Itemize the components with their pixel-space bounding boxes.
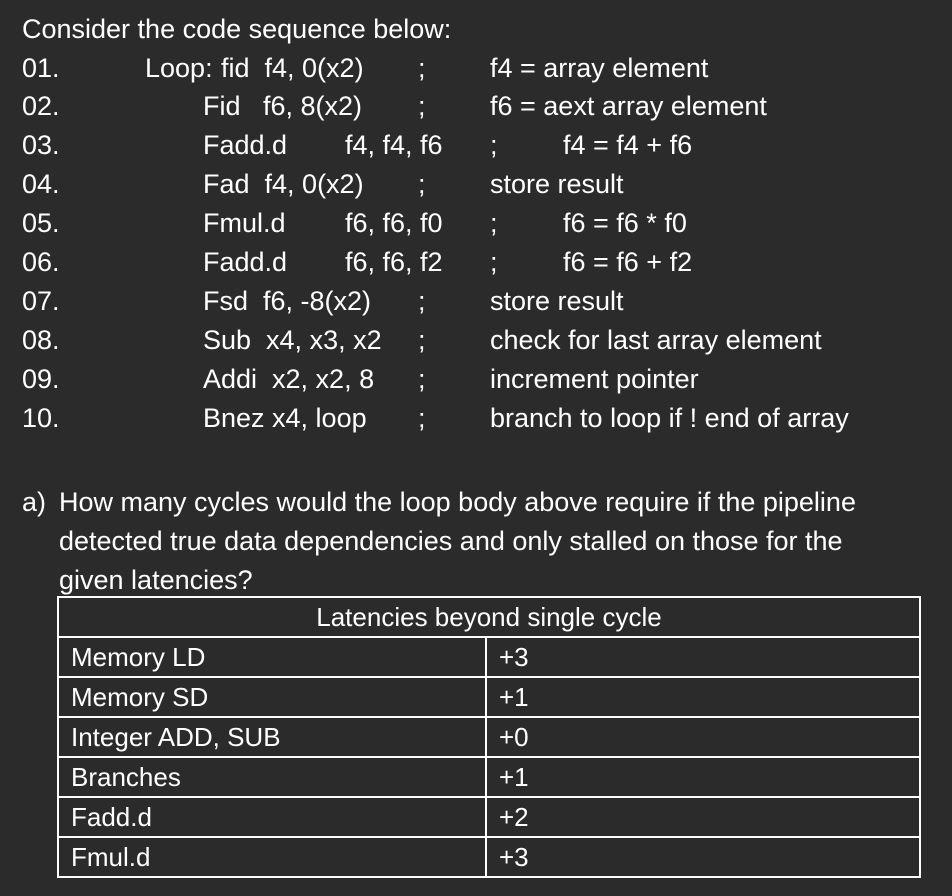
code-semicolon: ; [418, 91, 426, 121]
code-comment: store result [490, 286, 624, 316]
code-instruction: Fad f4, 0(x2) [203, 169, 364, 199]
code-comment: store result [490, 169, 624, 199]
code-line [0, 405, 952, 441]
code-semicolon: ; [418, 286, 426, 316]
latency-op: Branches [58, 757, 486, 797]
intro-text: Consider the code sequence below: [22, 14, 452, 44]
code-line [0, 93, 952, 129]
table-row [58, 637, 920, 677]
question-text: How many cycles would the loop body above require if the pipeline detected true data dependencies and only stalled on those for the given latencies? [59, 487, 856, 595]
code-line [0, 249, 952, 285]
latency-value: +3 [486, 637, 920, 677]
latency-table-header: Latencies beyond single cycle [58, 597, 920, 637]
code-comment: branch to loop if ! end of array [490, 403, 849, 433]
line-number: 03. [22, 130, 60, 160]
code-operands: f4, f4, f6 [345, 130, 443, 160]
table-row [58, 797, 920, 837]
latency-op: Memory SD [58, 677, 486, 717]
latency-table-header-row [58, 597, 920, 637]
code-instruction: Fadd.d [203, 247, 288, 277]
code-label: Loop: [145, 53, 213, 83]
code-line [0, 132, 952, 168]
code-line [0, 327, 952, 363]
table-row [58, 837, 920, 877]
code-instruction: Fadd.d [203, 130, 288, 160]
line-number: 04. [22, 169, 60, 199]
code-instruction: Addi x2, x2, 8 [203, 364, 375, 394]
code-instruction: fid f4, 0(x2) [221, 53, 364, 83]
latency-value: +3 [486, 837, 920, 877]
table-row [58, 717, 920, 757]
line-number: 07. [22, 286, 60, 316]
code-semicolon: ; [490, 130, 498, 160]
code-operands: f6, f6, f0 [345, 208, 443, 238]
code-instruction: Sub x4, x3, x2 [203, 325, 382, 355]
code-line [0, 288, 952, 324]
code-semicolon: ; [418, 53, 426, 83]
code-comment: f6 = f6 + f2 [563, 247, 693, 277]
code-instruction: Fid f6, 8(x2) [203, 91, 363, 121]
code-line [0, 366, 952, 402]
code-semicolon: ; [490, 247, 498, 277]
line-number: 01. [22, 53, 60, 83]
line-number: 02. [22, 91, 60, 121]
latency-op: Fmul.d [58, 837, 486, 877]
latency-value: +1 [486, 677, 920, 717]
code-comment: f4 = f4 + f6 [563, 130, 693, 160]
code-comment: f6 = f6 * f0 [563, 208, 687, 238]
line-number: 08. [22, 325, 60, 355]
code-operands: f6, f6, f2 [345, 247, 443, 277]
code-instruction: Fmul.d [203, 208, 286, 238]
table-row [58, 677, 920, 717]
line-number: 05. [22, 208, 60, 238]
code-line [0, 55, 952, 91]
latency-value: +0 [486, 717, 920, 757]
code-semicolon: ; [418, 325, 426, 355]
table-row [58, 757, 920, 797]
code-semicolon: ; [418, 403, 426, 433]
code-semicolon: ; [418, 169, 426, 199]
latency-table [57, 596, 921, 878]
line-number: 06. [22, 247, 60, 277]
latency-value: +2 [486, 797, 920, 837]
code-comment: f6 = aext array element [490, 91, 767, 121]
code-instruction: Bnez x4, loop [203, 403, 367, 433]
latency-op: Memory LD [58, 637, 486, 677]
code-semicolon: ; [418, 364, 426, 394]
question-label: a) [22, 487, 47, 517]
code-line [0, 210, 952, 246]
latency-op: Integer ADD, SUB [58, 717, 486, 757]
line-number: 09. [22, 364, 60, 394]
code-comment: f4 = array element [490, 53, 709, 83]
latency-op: Fadd.d [58, 797, 486, 837]
code-comment: increment pointer [490, 364, 699, 394]
code-line [0, 171, 952, 207]
code-comment: check for last array element [490, 325, 822, 355]
code-instruction: Fsd f6, -8(x2) [203, 286, 372, 316]
latency-value: +1 [486, 757, 920, 797]
line-number: 10. [22, 403, 60, 433]
code-semicolon: ; [490, 208, 498, 238]
